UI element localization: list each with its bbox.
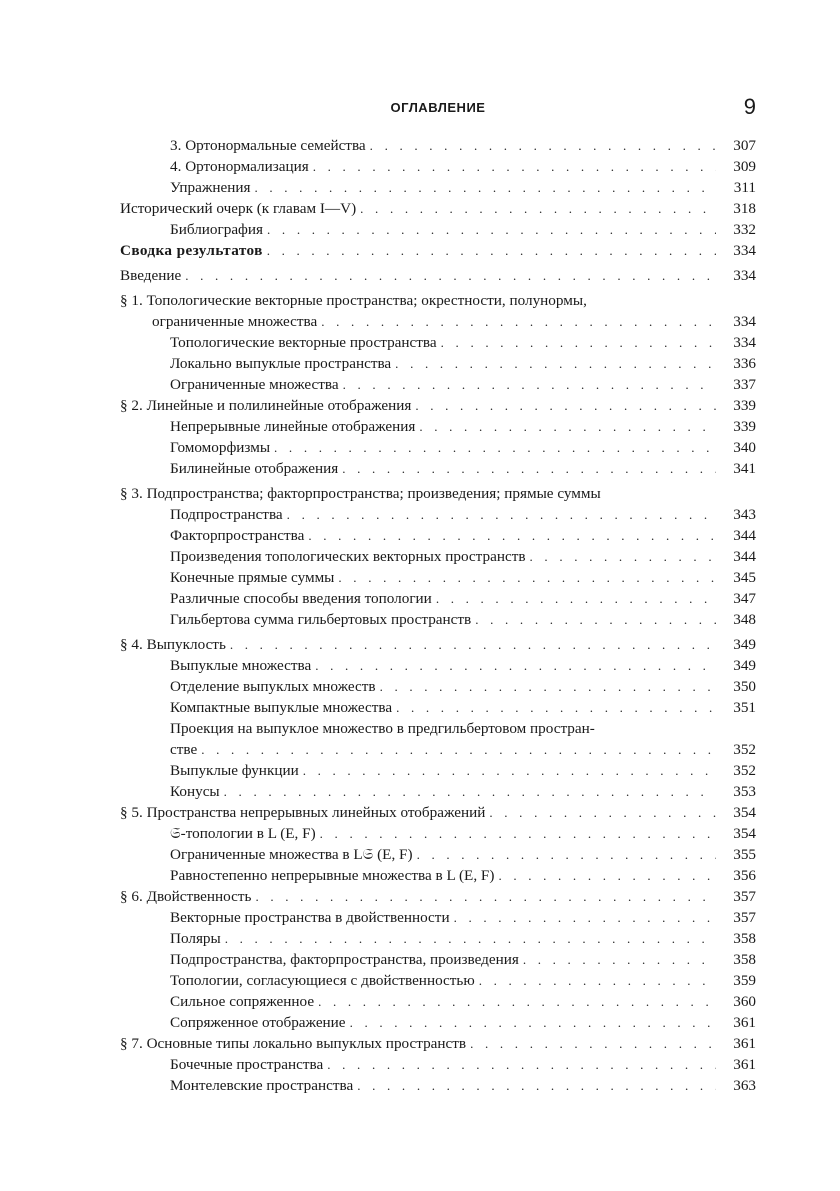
toc-entry[interactable] — [170, 1054, 756, 1075]
dot-leader — [230, 634, 716, 655]
toc-entry-title: Гильбертова сумма гильбертовых пространств — [170, 611, 472, 628]
toc-entry-page: 334 — [733, 267, 756, 284]
toc-entry[interactable] — [170, 177, 756, 198]
toc-entry-title: § 6. Двойственность — [120, 888, 252, 905]
toc-entry[interactable] — [120, 290, 708, 311]
toc-entry-title: ограниченные множества — [152, 313, 318, 330]
toc-entry[interactable] — [120, 265, 756, 286]
toc-entry-title: Локально выпуклые пространства — [170, 355, 392, 372]
dot-leader — [318, 991, 716, 1012]
toc-entry-page: 334 — [733, 313, 756, 330]
toc-entry-page: 336 — [733, 355, 756, 372]
toc-entry-page: 361 — [733, 1035, 756, 1052]
toc-entry-page: 360 — [733, 993, 756, 1010]
toc-entry-title: Бочечные пространства — [170, 1056, 324, 1073]
toc-entry-page: 334 — [733, 242, 756, 259]
dot-leader — [475, 609, 716, 630]
toc-entry-title: Факторпространства — [170, 527, 305, 544]
toc-entry-title: Гомоморфизмы — [170, 439, 271, 456]
toc-entry-title: стве — [170, 741, 198, 758]
dot-leader — [360, 198, 716, 219]
toc-entry-page: 348 — [733, 611, 756, 628]
toc-entry[interactable] — [170, 739, 756, 760]
dot-leader — [254, 177, 716, 198]
toc-entry-title: Проекция на выпуклое множество в предгильбертовом простран- — [170, 720, 595, 737]
toc-entry-title: Исторический очерк (к главам I—V) — [120, 200, 357, 217]
toc-entry-title: Различные способы введения топологии — [170, 590, 432, 607]
toc-entry[interactable] — [170, 219, 756, 240]
toc-entry-page: 309 — [733, 158, 756, 175]
dot-leader — [321, 311, 716, 332]
dot-leader — [523, 949, 716, 970]
toc-entry[interactable] — [170, 546, 756, 567]
toc-entry-title: Сопряженное отображение — [170, 1014, 346, 1031]
toc-entry-page: 347 — [733, 590, 756, 607]
toc-entry[interactable] — [170, 332, 756, 353]
toc-entry-title: Ограниченные множества — [170, 376, 339, 393]
dot-leader — [396, 697, 716, 718]
toc-entry-title: § 7. Основные типы локально выпуклых пространств — [120, 1035, 467, 1052]
toc-entry-title: Подпространства, факторпространства, произведения — [170, 951, 519, 968]
toc-entry[interactable] — [170, 760, 756, 781]
toc-entry[interactable] — [170, 525, 756, 546]
toc-entry-title: § 3. Подпространства; факторпространства; произведения; прямые суммы — [120, 485, 601, 502]
dot-leader — [454, 907, 716, 928]
toc-entry-title: Векторные пространства в двойственности — [170, 909, 450, 926]
toc-entry-page: 311 — [733, 179, 756, 196]
toc-entry-page: 355 — [733, 846, 756, 863]
dot-leader — [274, 437, 716, 458]
toc-entry[interactable] — [170, 676, 756, 697]
toc-entry-page: 358 — [733, 930, 756, 947]
toc-entry-title: Упражнения — [170, 179, 251, 196]
toc-entry-title: 4. Ортонормализация — [170, 158, 309, 175]
toc-entry-page: 349 — [733, 636, 756, 653]
toc-entry-page: 343 — [733, 506, 756, 523]
toc-entry-page: 361 — [733, 1014, 756, 1031]
toc-entry-page: 363 — [733, 1077, 756, 1094]
dot-leader — [327, 1054, 716, 1075]
toc-entry[interactable] — [170, 823, 756, 844]
dot-leader — [315, 655, 716, 676]
toc-entry[interactable] — [170, 907, 756, 928]
toc-entry-page: 354 — [733, 825, 756, 842]
toc-entry[interactable] — [120, 1033, 756, 1054]
dot-leader — [303, 760, 716, 781]
toc-entry[interactable] — [120, 802, 756, 823]
toc-entry-page: 334 — [733, 334, 756, 351]
toc-entry-title: Равностепенно непрерывные множества в L (E, F) — [170, 867, 495, 884]
toc-entry-title: Подпространства — [170, 506, 283, 523]
toc-entry[interactable] — [170, 1012, 756, 1033]
dot-leader — [530, 546, 716, 567]
toc-entry-title: Выпуклые функции — [170, 762, 299, 779]
toc-entry-page: 359 — [733, 972, 756, 989]
toc-entry[interactable] — [120, 886, 756, 907]
toc-entry-page: 349 — [733, 657, 756, 674]
toc-entry-page: 357 — [733, 888, 756, 905]
dot-leader — [357, 1075, 716, 1096]
dot-leader — [415, 395, 716, 416]
dot-leader — [343, 374, 716, 395]
dot-leader — [441, 332, 716, 353]
toc-entry-title: Отделение выпуклых множеств — [170, 678, 376, 695]
toc-entry-page: 361 — [733, 1056, 756, 1073]
toc-entry[interactable] — [170, 437, 756, 458]
toc-entry-page: 357 — [733, 909, 756, 926]
toc-entry-page: 351 — [733, 699, 756, 716]
toc-entry-title: Поляры — [170, 930, 221, 947]
running-title: ОГЛАВЛЕНИЕ — [390, 100, 486, 115]
dot-leader — [308, 525, 716, 546]
toc-entry-title: Выпуклые множества — [170, 657, 312, 674]
dot-leader — [320, 823, 716, 844]
toc-entry[interactable] — [170, 504, 756, 525]
toc-entry-title: Введение — [120, 267, 182, 284]
toc-entry-page: 353 — [733, 783, 756, 800]
toc-entry[interactable] — [170, 949, 756, 970]
toc-entry[interactable] — [170, 609, 756, 630]
toc-entry-page: 337 — [733, 376, 756, 393]
dot-leader — [489, 802, 716, 823]
toc-entry-title: Произведения топологических векторных пространств — [170, 548, 526, 565]
dot-leader — [338, 567, 716, 588]
toc-entry[interactable] — [120, 634, 756, 655]
dot-leader — [419, 416, 716, 437]
dot-leader — [267, 240, 716, 261]
toc-entry[interactable] — [170, 844, 756, 865]
toc-entry-page: 340 — [733, 439, 756, 456]
toc-entry-page: 307 — [733, 137, 756, 154]
dot-leader — [255, 886, 716, 907]
toc-entry[interactable] — [170, 655, 756, 676]
dot-leader — [287, 504, 716, 525]
toc-entry-page: 345 — [733, 569, 756, 586]
dot-leader — [417, 844, 716, 865]
toc-entry[interactable] — [170, 781, 756, 802]
toc-entry-title: Библиография — [170, 221, 264, 238]
toc-entry-title: § 5. Пространства непрерывных линейных отображений — [120, 804, 486, 821]
toc-entry-title: Сильное сопряженное — [170, 993, 315, 1010]
dot-leader — [225, 928, 716, 949]
toc-entry[interactable] — [120, 483, 756, 504]
toc-entry-page: 339 — [733, 397, 756, 414]
toc-entry-page: 341 — [733, 460, 756, 477]
dot-leader — [267, 219, 716, 240]
toc-entry-title: § 1. Топологические векторные пространства; окрестности, полунормы, — [120, 292, 587, 309]
toc-entry[interactable] — [170, 588, 756, 609]
toc-entry-title: 3. Ортонормальные семейства — [170, 137, 366, 154]
dot-leader — [479, 970, 716, 991]
toc-entry[interactable] — [170, 1075, 756, 1096]
toc-entry[interactable] — [170, 928, 756, 949]
toc-entry-title: 𝔖-топологии в L (E, F) — [170, 825, 316, 842]
toc-entry-page: 350 — [733, 678, 756, 695]
toc-entry-page: 352 — [733, 741, 756, 758]
toc-entry-title: Топологические векторные пространства — [170, 334, 437, 351]
toc-entry[interactable] — [170, 718, 708, 739]
toc-entry-page: 339 — [733, 418, 756, 435]
toc-entry-title: Непрерывные линейные отображения — [170, 418, 416, 435]
toc-entry[interactable] — [120, 395, 756, 416]
dot-leader — [313, 156, 716, 177]
dot-leader — [498, 865, 716, 886]
toc-entry[interactable] — [170, 865, 756, 886]
dot-leader — [201, 739, 716, 760]
toc-entry-page: 356 — [733, 867, 756, 884]
dot-leader — [350, 1012, 716, 1033]
toc-entry[interactable] — [170, 374, 756, 395]
toc-entry[interactable] — [170, 458, 756, 479]
toc-entry-page: 344 — [733, 548, 756, 565]
dot-leader — [224, 781, 716, 802]
toc-entry[interactable] — [170, 970, 756, 991]
toc-entry-title: § 4. Выпуклость — [120, 636, 226, 653]
dot-leader — [342, 458, 716, 479]
toc-entry[interactable] — [170, 567, 756, 588]
toc-entry-title: Монтелевские пространства — [170, 1077, 354, 1094]
toc-entry-title: Ограниченные множества в L𝔖 (E, F) — [170, 846, 413, 863]
toc-entry-page: 352 — [733, 762, 756, 779]
toc-entry[interactable] — [120, 240, 756, 261]
toc-entry-title: Сводка результатов — [120, 242, 263, 259]
toc-entry-page: 358 — [733, 951, 756, 968]
toc-entry-page: 318 — [733, 200, 756, 217]
toc-entry[interactable] — [170, 156, 756, 177]
toc-entry-page: 344 — [733, 527, 756, 544]
dot-leader — [185, 265, 716, 286]
toc-entry-page: 332 — [733, 221, 756, 238]
toc-entry-title: Билинейные отображения — [170, 460, 339, 477]
dot-leader — [436, 588, 716, 609]
toc-entry-page: 354 — [733, 804, 756, 821]
toc-entry[interactable] — [170, 991, 756, 1012]
toc-entry[interactable] — [170, 353, 756, 374]
page-number: 9 — [743, 94, 756, 119]
toc-entry-title: Топологии, согласующиеся с двойственностью — [170, 972, 475, 989]
toc-entry[interactable] — [170, 135, 756, 156]
toc-entry-title: § 2. Линейные и полилинейные отображения — [120, 397, 412, 414]
dot-leader — [380, 676, 716, 697]
toc-entry[interactable] — [170, 697, 756, 718]
toc-entry[interactable] — [120, 198, 756, 219]
toc-entry[interactable] — [152, 311, 756, 332]
dot-leader — [470, 1033, 716, 1054]
toc-entry-title: Компактные выпуклые множества — [170, 699, 393, 716]
dot-leader — [370, 135, 716, 156]
toc-entry-title: Конусы — [170, 783, 220, 800]
toc-entry[interactable] — [170, 416, 756, 437]
toc-entry-title: Конечные прямые суммы — [170, 569, 335, 586]
dot-leader — [395, 353, 716, 374]
